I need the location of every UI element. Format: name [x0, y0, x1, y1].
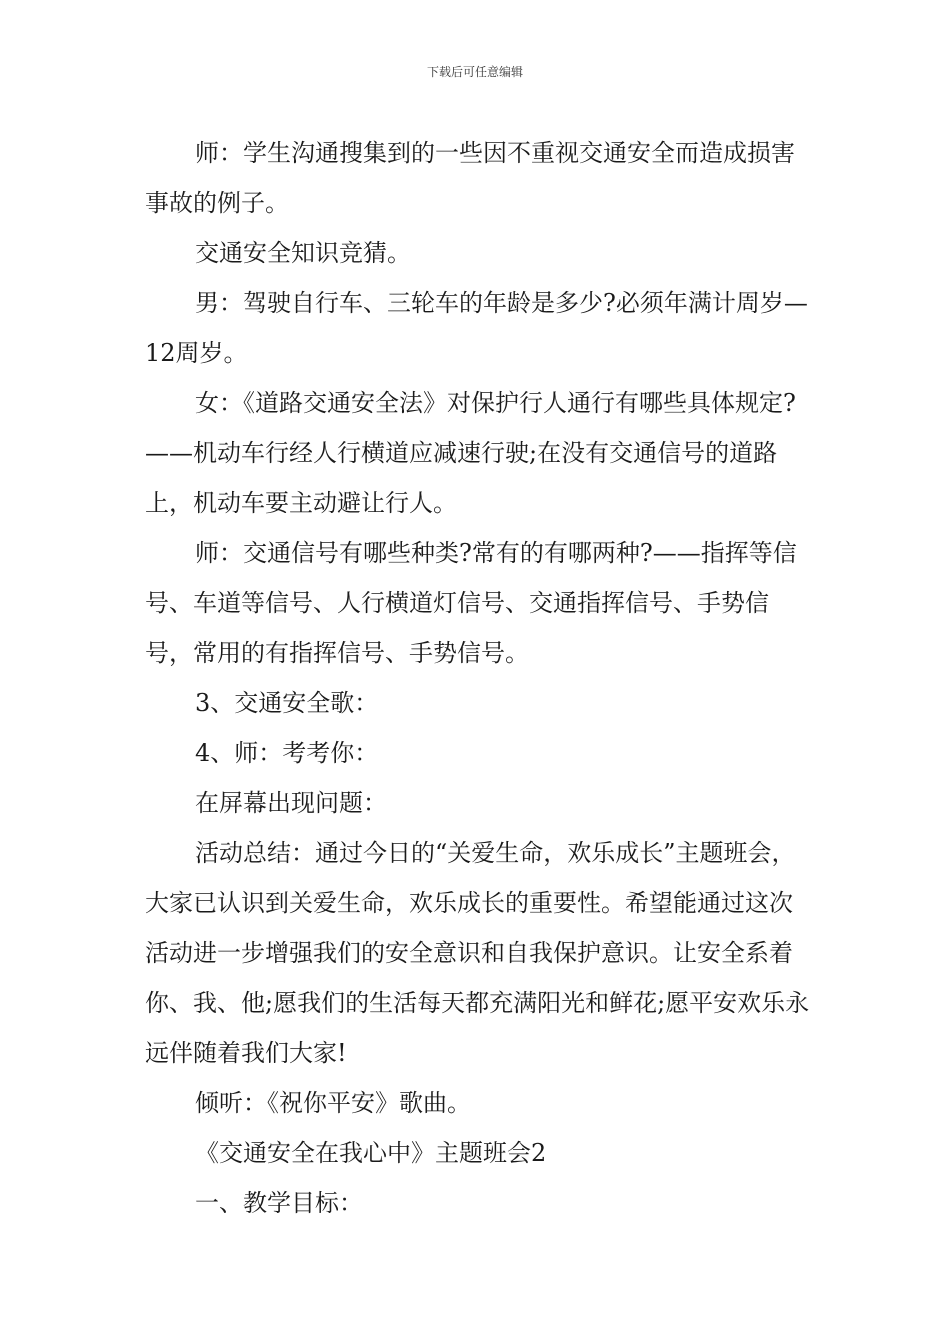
paragraph-quiz-title: 交通安全知识竞猜。 [195, 239, 411, 267]
paragraph-female-question: 女：《道路交通安全法》对保护行人通行有哪些具体规定?——机动车行经人行横道应减速行驶;在没有交通信号的道路上，机动车要主动避让行人。 [145, 389, 796, 517]
paragraph-safety-song: 3、交通安全歌： [195, 689, 379, 717]
paragraph-activity-summary: 活动总结：通过今日的“关爱生命，欢乐成长”主题班会，大家已认识到关爱生命，欢乐成长的重要性。希望能通过这次活动进一步增强我们的安全意识和自我保护意识。让安全系着你、我、他;愿我们的生活每天都充满阳光和鲜花;愿平安欢乐永远伴随着我们大家! [145, 839, 810, 1067]
paragraph-listen-song: 倾听：《祝你平安》歌曲。 [195, 1089, 471, 1117]
paragraph-teacher-signals: 师：交通信号有哪些种类?常有的有哪两种?——指挥等信号、车道等信号、人行横道灯信号、交通指挥信号、手势信号，常用的有指挥信号、手势信号。 [145, 539, 797, 667]
document-body [145, 128, 815, 1228]
paragraph-teaching-goals: 一、教学目标： [195, 1189, 363, 1217]
paragraph-screen-question: 在屏幕出现问题： [195, 789, 387, 817]
page-header-note: 下载后可任意编辑 [426, 65, 523, 79]
paragraph-male-question: 男：驾驶自行车、三轮车的年龄是多少?必须年满计周岁—12周岁。 [145, 289, 808, 367]
paragraph-section-title: 《交通安全在我心中》主题班会2 [195, 1139, 547, 1167]
paragraph-teacher-examples: 师：学生沟通搜集到的一些因不重视交通安全而造成损害事故的例子。 [145, 139, 795, 217]
paragraph-teacher-test: 4、师：考考你： [195, 739, 379, 767]
